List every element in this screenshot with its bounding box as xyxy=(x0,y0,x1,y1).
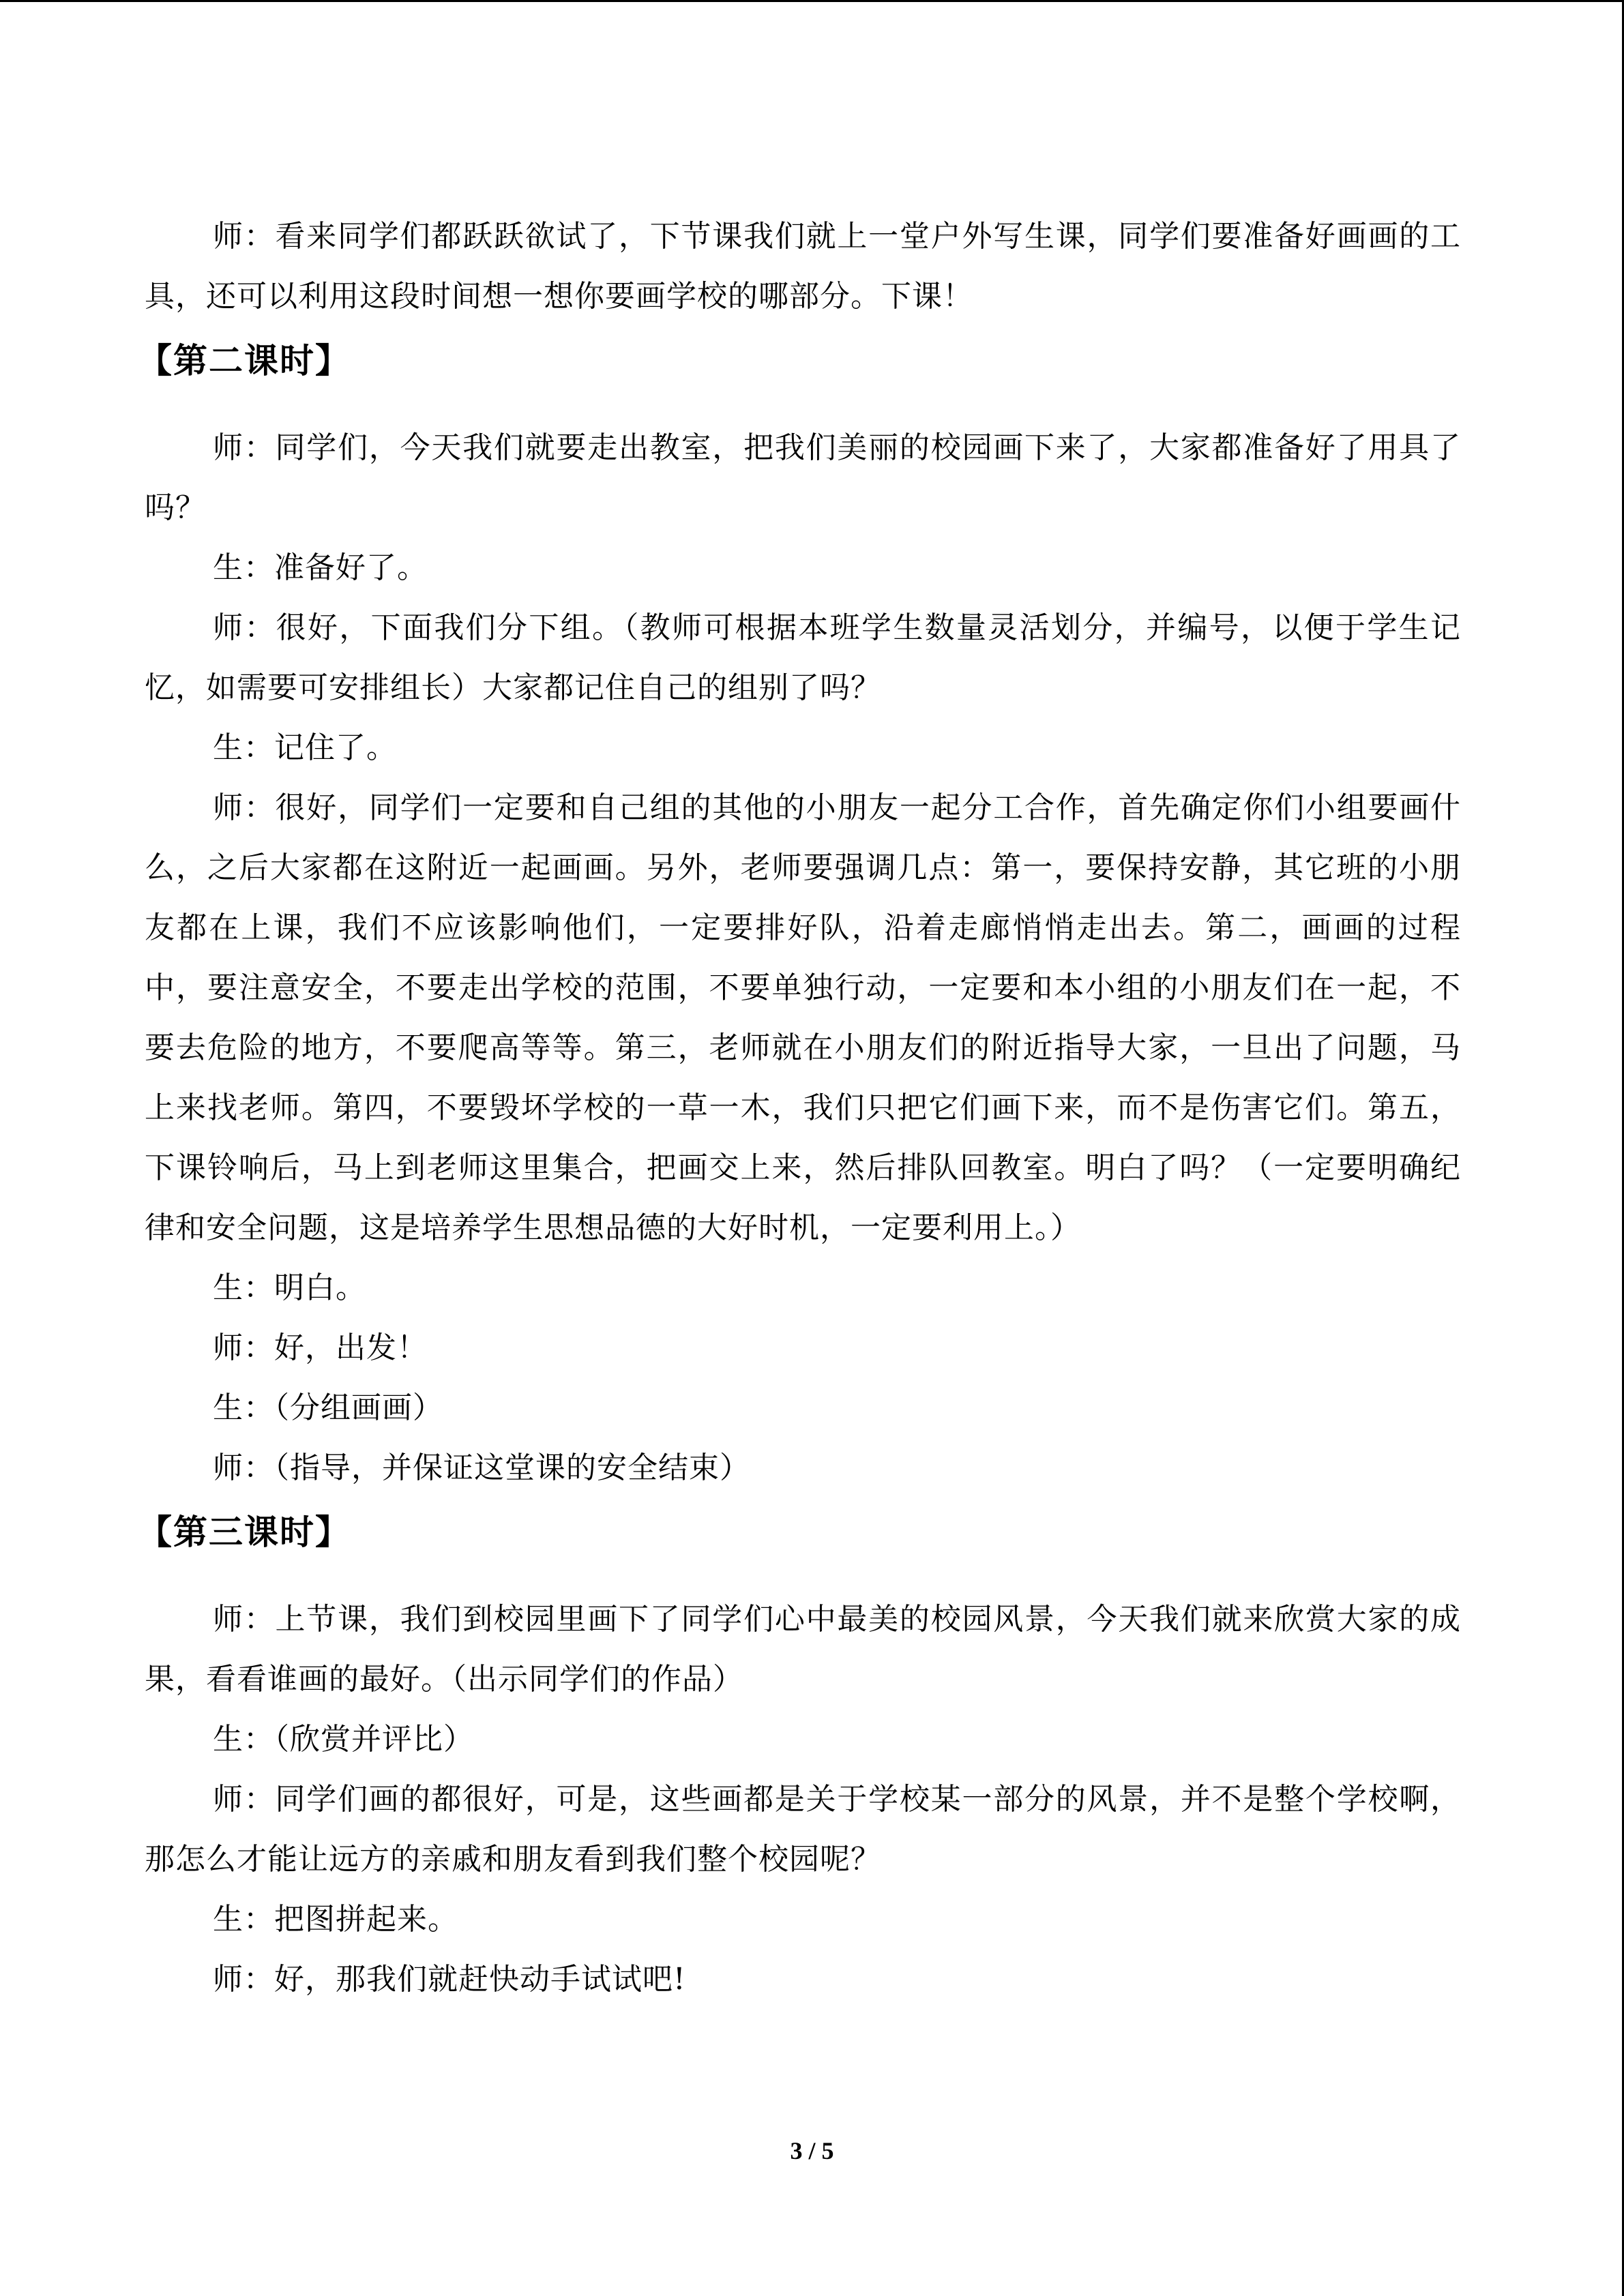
paragraph: 师：很好，同学们一定要和自己组的其他的小朋友一起分工合作，首先确定你们小组要画什么，之后大家都在这附近一起画画。另外，老师要强调几点：第一，要保持安静，其它班的小朋友都在上课，我们不应该影响他们，一定要排好队，沿着走廊悄悄走出去。第二，画画的过程中，要注意安全，不要走出学校的范围，不要单独行动，一定要和本小组的小朋友们在一起，不要去危险的地方，不要爬高等等。第三，老师就在小朋友们的附近指导大家，一旦出了问题，马上来找老师。第四，不要毁坏学校的一草一木，我们只把它们画下来，而不是伤害它们。第五，下课铃响后，马上到老师这里集合，把画交上来，然后排队回教室。明白了吗？（一定要明确纪律和安全问题，这是培养学生思想品德的大好时机，一定要利用上。） xyxy=(145,790,1461,1245)
paragraph: 生：记住了。 xyxy=(213,730,397,765)
paragraph: 师：同学们，今天我们就要走出教室，把我们美丽的校园画下来了，大家都准备好了用具了吗？ xyxy=(145,430,1461,525)
paragraph: 生：准备好了。 xyxy=(213,550,428,585)
paragraph: 师：好，出发！ xyxy=(213,1330,428,1365)
document-body xyxy=(138,207,1461,2010)
paragraph: 师：上节课，我们到校园里画下了同学们心中最美的校园风景，今天我们就来欣赏大家的成果，看看谁画的最好。（出示同学们的作品） xyxy=(145,1602,1461,1697)
paragraph: 师：（指导，并保证这堂课的安全结束） xyxy=(213,1450,750,1485)
section-heading-lesson-3: 【第三课时】 xyxy=(138,1512,351,1552)
paragraph: 师：好，那我们就赶快动手试试吧! xyxy=(213,1962,686,1997)
paragraph: 师：同学们画的都很好，可是，这些画都是关于学校某一部分的风景，并不是整个学校啊，那怎么才能让远方的亲戚和朋友看到我们整个校园呢？ xyxy=(145,1782,1461,1877)
section-heading-lesson-2: 【第二课时】 xyxy=(138,341,351,381)
paragraph: 生：（欣赏并评比） xyxy=(213,1722,474,1757)
page-number: 3 / 5 xyxy=(790,2137,834,2164)
paragraph: 生：把图拼起来。 xyxy=(213,1902,458,1937)
paragraph: 生：（分组画画） xyxy=(213,1390,443,1425)
paragraph: 师：很好，下面我们分下组。（教师可根据本班学生数量灵活划分，并编号，以便于学生记忆，如需要可安排组长）大家都记住自己的组别了吗？ xyxy=(145,610,1461,705)
paragraph: 生：明白。 xyxy=(213,1270,366,1305)
paragraph: 师：看来同学们都跃跃欲试了，下节课我们就上一堂户外写生课，同学们要准备好画画的工具，还可以利用这段时间想一想你要画学校的哪部分。下课！ xyxy=(145,219,1461,314)
